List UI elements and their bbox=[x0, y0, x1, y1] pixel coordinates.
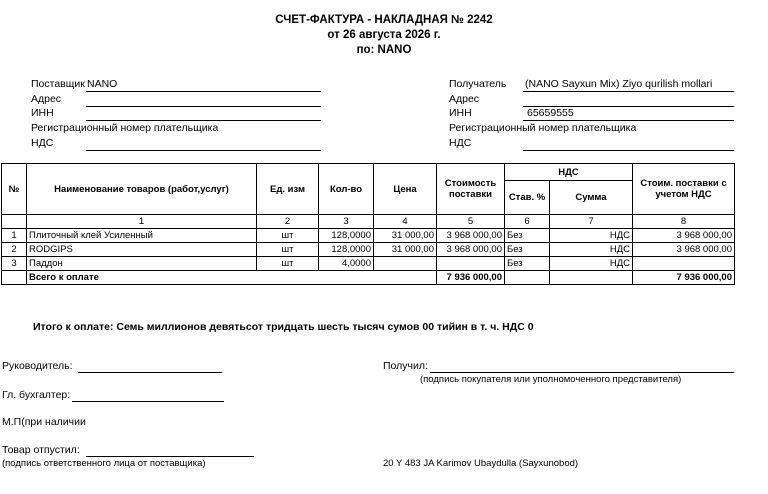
row-cost: 3 968 000,00 bbox=[437, 229, 505, 243]
col-number: 5 bbox=[437, 215, 505, 229]
recipient-nds-label: НДС bbox=[449, 137, 472, 149]
row-vat-sum: НДС bbox=[550, 257, 633, 271]
row-unit: шт bbox=[257, 257, 319, 271]
received-line bbox=[430, 372, 734, 373]
col-number: 7 bbox=[550, 215, 633, 229]
row-price: 31 000,00 bbox=[374, 229, 437, 243]
row-price bbox=[374, 257, 437, 271]
total-label: Всего к оплате bbox=[27, 271, 437, 285]
header-vat-rate: Став. % bbox=[505, 181, 550, 215]
accountant-line bbox=[72, 401, 224, 402]
column-numbers-row bbox=[2, 215, 735, 229]
row-vat-rate: Без bbox=[505, 229, 550, 243]
row-vat-sum: НДС bbox=[550, 243, 633, 257]
header-vat-sum: Сумма bbox=[550, 181, 633, 215]
supplier-reg-label: Регистрационный номер плательщика bbox=[31, 122, 219, 134]
row-total: 3 968 000,00 bbox=[633, 229, 735, 243]
col-number: 2 bbox=[257, 215, 319, 229]
row-unit: шт bbox=[257, 229, 319, 243]
row-name: Плиточный клей Усиленный bbox=[27, 229, 257, 243]
goods-table bbox=[1, 163, 735, 285]
row-qty: 4,0000 bbox=[319, 257, 374, 271]
col-number: 3 bbox=[319, 215, 374, 229]
header-name: Наименование товаров (работ,услуг) bbox=[27, 164, 257, 215]
recipient-reg-label: Регистрационный номер плательщика bbox=[449, 122, 637, 134]
header-cost: Стоимость поставки bbox=[437, 164, 505, 215]
supplier-inn-label: ИНН bbox=[31, 107, 54, 119]
total-empty bbox=[505, 271, 550, 285]
header-total: Стоим. поставки с учетом НДС bbox=[633, 164, 735, 215]
row-name: RODGIPS bbox=[27, 243, 257, 257]
row-num: 1 bbox=[2, 229, 27, 243]
released-label: Товар отпустил: bbox=[2, 444, 80, 456]
row-total bbox=[633, 257, 735, 271]
table-row bbox=[2, 229, 735, 243]
recipient-line bbox=[523, 91, 734, 92]
header-num: № bbox=[2, 164, 27, 215]
total-sum: 7 936 000,00 bbox=[633, 271, 735, 285]
col-number: 1 bbox=[27, 215, 257, 229]
supplier-value: NANO bbox=[87, 78, 118, 90]
document-order: по: NANO bbox=[356, 44, 412, 56]
row-name: Паддон bbox=[27, 257, 257, 271]
row-price: 31 000,00 bbox=[374, 243, 437, 257]
supplier-line bbox=[86, 91, 321, 92]
director-label: Руководитель: bbox=[2, 360, 73, 372]
payment-text: Итого к оплате: Семь миллионов девятьсот тридцать шесть тысяч сумов 00 тийин в т. ч. НДС 0 bbox=[33, 321, 534, 333]
accountant-label: Гл. бухгалтер: bbox=[2, 389, 71, 401]
row-vat-rate: Без bbox=[505, 257, 550, 271]
row-vat-rate: Без bbox=[505, 243, 550, 257]
received-note: (подпись покупателя или уполномоченного представителя) bbox=[420, 374, 682, 385]
released-note: (подпись ответственного лица от поставщика) bbox=[2, 458, 206, 469]
document-reference: 20 Y 483 JA Karimov Ubaydulla (Sayxunobod) bbox=[383, 458, 579, 469]
table-row bbox=[2, 257, 735, 271]
received-label: Получил: bbox=[383, 360, 428, 372]
recipient-inn-value: 65659555 bbox=[527, 107, 574, 119]
header-price: Цена bbox=[374, 164, 437, 215]
document-date: от 26 августа 2026 г. bbox=[327, 29, 441, 41]
header-vat: НДС bbox=[505, 164, 633, 181]
supplier-inn-line bbox=[86, 120, 321, 121]
recipient-label: Получатель bbox=[449, 78, 507, 90]
total-cost: 7 936 000,00 bbox=[437, 271, 505, 285]
total-empty bbox=[2, 271, 27, 285]
col-number: 8 bbox=[633, 215, 735, 229]
row-qty: 128,0000 bbox=[319, 243, 374, 257]
recipient-address-label: Адрес bbox=[449, 93, 480, 105]
supplier-address-line bbox=[86, 106, 321, 107]
recipient-inn-line bbox=[523, 120, 734, 121]
recipient-inn-label: ИНН bbox=[449, 107, 472, 119]
released-line bbox=[86, 456, 254, 457]
row-unit: шт bbox=[257, 243, 319, 257]
director-line bbox=[78, 372, 222, 373]
supplier-label: Поставщик bbox=[31, 78, 85, 90]
total-empty bbox=[550, 271, 633, 285]
col-number: 4 bbox=[374, 215, 437, 229]
row-num: 3 bbox=[2, 257, 27, 271]
col-number: 6 bbox=[505, 215, 550, 229]
supplier-address-label: Адрес bbox=[31, 93, 62, 105]
supplier-nds-line bbox=[86, 150, 321, 151]
col-number bbox=[2, 215, 27, 229]
table-row bbox=[2, 243, 735, 257]
header-unit: Ед. изм bbox=[257, 164, 319, 215]
header-qty: Кол-во bbox=[319, 164, 374, 215]
supplier-nds-label: НДС bbox=[31, 137, 54, 149]
row-num: 2 bbox=[2, 243, 27, 257]
recipient-nds-line bbox=[523, 150, 734, 151]
row-total: 3 968 000,00 bbox=[633, 243, 735, 257]
row-vat-sum: НДС bbox=[550, 229, 633, 243]
recipient-value: (NANO Sayxun Mix) Ziyo qurilish mollari bbox=[525, 78, 713, 90]
row-qty: 128,0000 bbox=[319, 229, 374, 243]
document-title: СЧЕТ-ФАКТУРА - НАКЛАДНАЯ № 2242 bbox=[275, 14, 493, 26]
stamp-label: М.П(при наличии bbox=[2, 416, 86, 428]
row-cost bbox=[437, 257, 505, 271]
row-cost: 3 968 000,00 bbox=[437, 243, 505, 257]
total-row bbox=[2, 271, 735, 285]
